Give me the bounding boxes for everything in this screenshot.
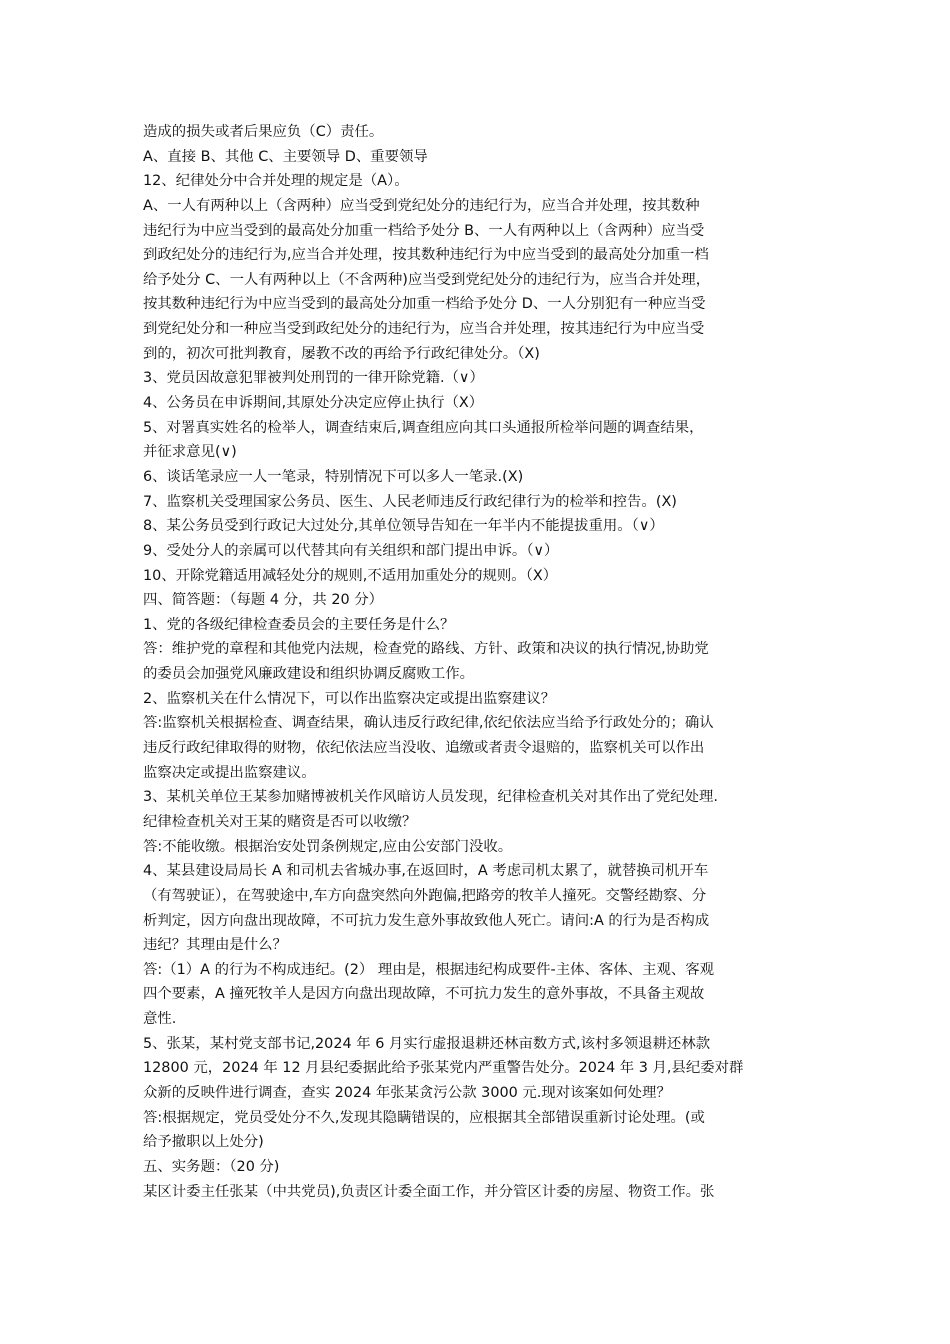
section-heading: 五、实务题：（20 分) xyxy=(143,1158,280,1175)
question-line: 12800 元，2024 年 12 月县纪委据此给予张某党内严重警告处分。2024 年 3 月,县纪委对群 xyxy=(143,1060,744,1077)
text-line: 6、谈话笔录应一人一笔录，特别情况下可以多人一笔录.(X) xyxy=(143,468,524,485)
text-line: 给予处分 C、一人有两种以上（不含两种)应当受到党纪处分的违纪行为，应当合并处理， xyxy=(143,271,711,288)
text-line: 某区计委主任张某（中共党员),负责区计委全面工作，并分管区计委的房屋、物资工作。张 xyxy=(143,1183,715,1200)
text-line: 7、监察机关受理国家公务员、医生、人民老师违反行政纪律行为的检举和控告。(X) xyxy=(143,493,677,510)
answer-line: 答:根据规定，党员受处分不久,发现其隐瞒错误的，应根据其全部错误重新讨论处理。(或 xyxy=(143,1109,705,1126)
answer-line: 答：维护党的章程和其他党内法规，检查党的路线、方针、政策和决议的执行情况,协助党 xyxy=(143,641,709,658)
document-page xyxy=(143,120,815,1204)
text-line: 到政纪处分的违纪行为,应当合并处理，按其数种违纪行为中应当受到的最高处分加重一档 xyxy=(143,247,709,264)
question-line: 5、张某，某村党支部书记,2024 年 6 月实行虚报退耕还林亩数方式,该村多领退耕还林款 xyxy=(143,1035,711,1052)
answer-line: 答:不能收缴。根据治安处罚条例规定,应由公安部门没收。 xyxy=(143,838,513,855)
question-line: 众新的反映件进行调查，查实 2024 年张某贪污公款 3000 元.现对该案如何处理？ xyxy=(143,1084,671,1101)
text-line: 9、受处分人的亲属可以代替其向有关组织和部门提出申诉。（∨） xyxy=(143,542,559,559)
text-line: A、直接 B、其他 C、主要领导 D、重要领导 xyxy=(143,148,428,165)
text-line: A、一人有两种以上（含两种）应当受到党纪处分的违纪行为，应当合并处理，按其数种 xyxy=(143,197,700,214)
question-line: （有驾驶证），在驾驶途中,车方向盘突然向外跑偏,把路旁的牧羊人撞死。交警经勘察、分 xyxy=(143,887,707,904)
question-line: 违纪？其理由是什么？ xyxy=(143,937,287,954)
answer-line: 给予撤职以上处分) xyxy=(143,1134,264,1151)
text-line: 违纪行为中应当受到的最高处分加重一档给予处分 B、一人有两种以上（含两种）应当受 xyxy=(143,222,705,239)
text-line: 3、党员因故意犯罪被判处刑罚的一律开除党籍.（∨） xyxy=(143,370,484,387)
question-line: 析判定，因方向盘出现故障，不可抗力发生意外事故致他人死亡。请问:A 的行为是否构成 xyxy=(143,912,710,929)
answer-line: 意性. xyxy=(143,1011,177,1028)
text-line: 到的，初次可批判教育，屡教不改的再给予行政纪律处分。（X) xyxy=(143,345,540,362)
question-line: 3、某机关单位王某参加赌博被机关作风暗访人员发现，纪律检查机关对其作出了党纪处理. xyxy=(143,789,718,806)
answer-line: 违反行政纪律取得的财物，依纪依法应当没收、追缴或者责令退赔的，监察机关可以作出 xyxy=(143,740,705,757)
text-line: 并征求意见(∨) xyxy=(143,444,237,461)
text-line: 5、对署真实姓名的检举人，调查结束后,调查组应向其口头通报所检举问题的调查结果， xyxy=(143,419,704,436)
answer-line: 监察决定或提出监察建议。 xyxy=(143,764,316,781)
question-line: 1、党的各级纪律检查委员会的主要任务是什么？ xyxy=(143,616,455,633)
question-line: 2、监察机关在什么情况下，可以作出监察决定或提出监察建议？ xyxy=(143,690,556,707)
text-line: 12、纪律处分中合并处理的规定是（A）。 xyxy=(143,173,409,190)
answer-line: 的委员会加强党风廉政建设和组织协调反腐败工作。 xyxy=(143,666,474,683)
answer-line: 四个要素，A 撞死牧羊人是因方向盘出现故障，不可抗力发生的意外事故，不具备主观故 xyxy=(143,986,705,1003)
answer-line: 答:（1）A 的行为不构成违纪。(2） 理由是，根据违纪构成要件-主体、客体、主观、客观 xyxy=(143,961,715,978)
text-line: 4、公务员在申诉期间,其原处分决定应停止执行（X） xyxy=(143,395,484,412)
text-line: 8、某公务员受到行政记大过处分,其单位领导告知在一年半内不能提拔重用。（∨） xyxy=(143,518,664,535)
text-line: 到党纪处分和一种应当受到政纪处分的违纪行为，应当合并处理，按其违纪行为中应当受 xyxy=(143,321,705,338)
section-heading: 四、简答题：（每题 4 分，共 20 分） xyxy=(143,592,384,609)
answer-line: 答:监察机关根据检查、调查结果，确认违反行政纪律,依纪依法应当给予行政处分的；确认 xyxy=(143,715,714,732)
question-line: 纪律检查机关对王某的赌资是否可以收缴？ xyxy=(143,813,417,830)
text-line: 10、开除党籍适用减轻处分的规则,不适用加重处分的规则。（X） xyxy=(143,567,558,584)
question-line: 4、某县建设局局长 A 和司机去省城办事,在返回时，A 考虑司机太累了，就替换司机开车 xyxy=(143,863,709,880)
text-line: 按其数种违纪行为中应当受到的最高处分加重一档给予处分 D、一人分别犯有一种应当受 xyxy=(143,296,706,313)
text-line: 造成的损失或者后果应负（C）责任。 xyxy=(143,124,384,140)
